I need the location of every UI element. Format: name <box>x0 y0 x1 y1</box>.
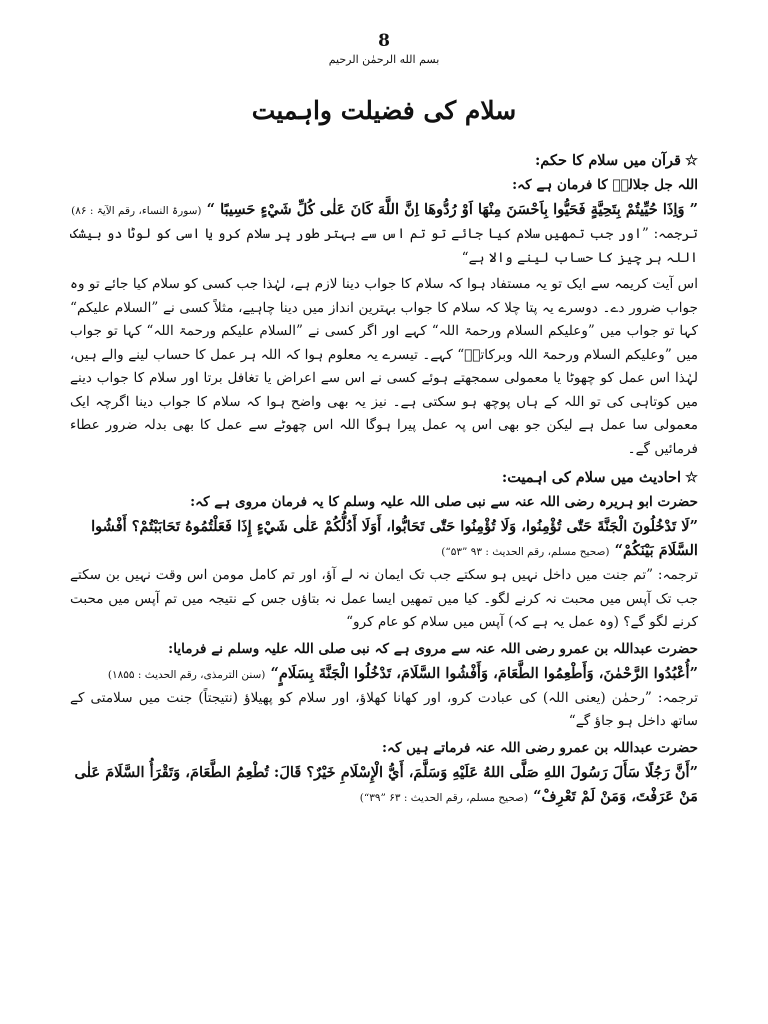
page-number: 8 <box>378 31 390 51</box>
hadith-heading-text: احادیث میں سلام کی اہمیت: <box>501 469 681 486</box>
hadith3-intro: حضرت عبداللہ بن عمرو رضی اللہ عنہ فرماتے ہیں کہ: <box>381 739 698 756</box>
hadith3-text: ”أَنَّ رَجُلًا سَأَلَ رَسُولَ اللهِ صَلَّى اللهُ عَلَيْهِ وَسَلَّمَ، أَيُّ الْإِسْلَامِ خَيْرٌ؟ قَالَ: تُطْعِمُ الطَّعَامَ، وَتَقْرَأُ السَّلَامَ عَلٰى مَنْ عَرَفْتَ، وَمَنْ لَمْ تَعْرِفْ“ <box>74 763 698 805</box>
hadith3-reference: (صحیح مسلم، رقم الحدیث : ۶۳ ”۳۹“) <box>359 791 529 804</box>
hadith3 <box>70 761 698 810</box>
document-page <box>70 30 698 1020</box>
hadith2-translation: ترجمہ: ”رحمٰن (یعنی اللہ) کی عبادت کرو، اور کھانا کھلاؤ، اور سلام کو پھیلاؤ (نتیجتاً) جنت میں سلامتی کے ساتھ داخل ہو جاؤ گے“ <box>70 689 698 729</box>
page-title: سلام کی فضیلت واہمیت <box>251 96 517 125</box>
star-icon: ☆ <box>685 469 698 486</box>
hadith-heading <box>70 467 698 489</box>
hadith1-intro: حضرت ابو ہریرہ رضی اللہ عنہ سے نبی صلی اللہ علیہ وسلم کا یہ فرمان مروی ہے کہ: <box>190 494 698 510</box>
hadith2-intro: حضرت عبداللہ بن عمرو رضی اللہ عنہ سے مروی ہے کہ نبی صلی اللہ علیہ وسلم نے فرمایا: <box>168 640 698 657</box>
quran-explanation: اس آیت کریمہ سے ایک تو یہ مستفاد ہوا کہ سلام کا جواب دینا لازم ہے، لہٰذا جب کسی کو سلام کیا جائے تو وہ جواب ضرور دے۔ دوسرے یہ پتا چلا کہ سلام کا جواب بہترین انداز میں دینا چاہیے، مثلاً کسی نے ”السلام علیکم“ کہا تو جواب میں ”وعلیکم السلام ورحمۃ اللہ“ کہے اور اگر کسی نے ”السلام علیکم ورحمۃ اللہ“ کہا تو جواب میں ”وعلیکم السلام ورحمۃ اللہ وبرکاتہٗ“ کہے۔ تیسرے یہ معلوم ہوا کہ اللہ ہر عمل کا حساب لینے والے ہیں، لہٰذا اس عمل کو چھوٹا یا معمولی سمجھتے ہوئے کسی نے اس سے اعراض یا تغافل برتا اور سلام کا جواب دینے میں کوتاہی کی تو اللہ کے ہاں پوچھ ہو سکتی ہے۔ نیز یہ بھی واضح ہوا کہ سلام کا جواب دینا اگرچہ ایک معمولی سا عمل ہے لیکن جو بھی اس پہ عمل پیرا ہوگا اللہ اس چھوٹے سے عمل کا بھی بدلہ ضرور عطاء فرمائیں گے۔ <box>70 276 698 457</box>
quran-translation: ترجمہ: ”اور جب تمھیں سلام کیا جائے تو تم اس سے بہتر طور پر سلام کرو یا اسی کو لوٹا دو بیشک اللہ ہر چیز کا حساب لینے والا ہے“ <box>70 226 698 266</box>
quran-intro: اللہ جل جلالہٗ کا فرمان ہے کہ: <box>512 177 698 193</box>
hadith1 <box>70 515 698 564</box>
hadith2 <box>70 662 698 687</box>
hadith1-text: ”لَا تَدْخُلُونَ الْجَنَّةَ حَتّٰى تُؤْمِنُوا، وَلَا تُؤْمِنُوا حَتّٰى تَحَابُّوا، أَوَلَا أَدُلُّكُمْ عَلٰى شَيْءٍ إِذَا فَعَلْتُمُوهُ تَحَابَبْتُمْ؟ أَفْشُوا السَّلَامَ بَيْنَكُمْ“ <box>91 518 698 559</box>
quran-verse <box>70 198 698 223</box>
hadith2-reference: (سنن الترمذی، رقم الحدیث : ۱۸۵۵) <box>107 668 266 681</box>
quran-verse-text: ” وَاِذَا حُيِّيتُمْ بِتَحِيَّةٍ فَحَيُّوا بِاَحْسَنَ مِنْهَا اَوْ رُدُّوهَا اِنَّ اللَّهَ كَانَ عَلٰى كُلِّ شَيْءٍ حَسِيبًا “ <box>206 201 698 218</box>
bismillah: بسم الله الرحمٰن الرحیم <box>328 53 440 66</box>
quran-heading <box>70 150 698 172</box>
hadith1-translation: ترجمہ: ”تم جنت میں داخل نہیں ہو سکتے جب تک ایمان نہ لے آؤ، اور تم کامل مومن اس وقت نہیں بن سکتے جب تک آپس میں محبت نہ کرنے لگو۔ کیا میں تمھیں ایسا عمل نہ بتاؤں جس کے نتیجہ میں تم آپس میں محبت کرنے لگو گے؟ (وہ عمل یہ ہے کہ) آپس میں سلام کو عام کرو“ <box>70 567 698 630</box>
quran-reference: (سورۃ النساء، رقم الآیۃ : ۸۶) <box>71 205 202 217</box>
hadith2-text: ”أُعْبُدُوا الرَّحْمٰنَ، وَأَطْعِمُوا الطَّعَامَ، وَأَفْشُوا السَّلَامَ، تَدْخُلُوا الْجَنَّةَ بِسَلَامٍ“ <box>270 664 698 682</box>
quran-heading-text: قرآن میں سلام کا حکم: <box>534 152 681 169</box>
star-icon: ☆ <box>685 152 698 169</box>
hadith1-reference: (صحیح مسلم، رقم الحدیث : ۹۳ ”۵۳“) <box>441 546 610 558</box>
